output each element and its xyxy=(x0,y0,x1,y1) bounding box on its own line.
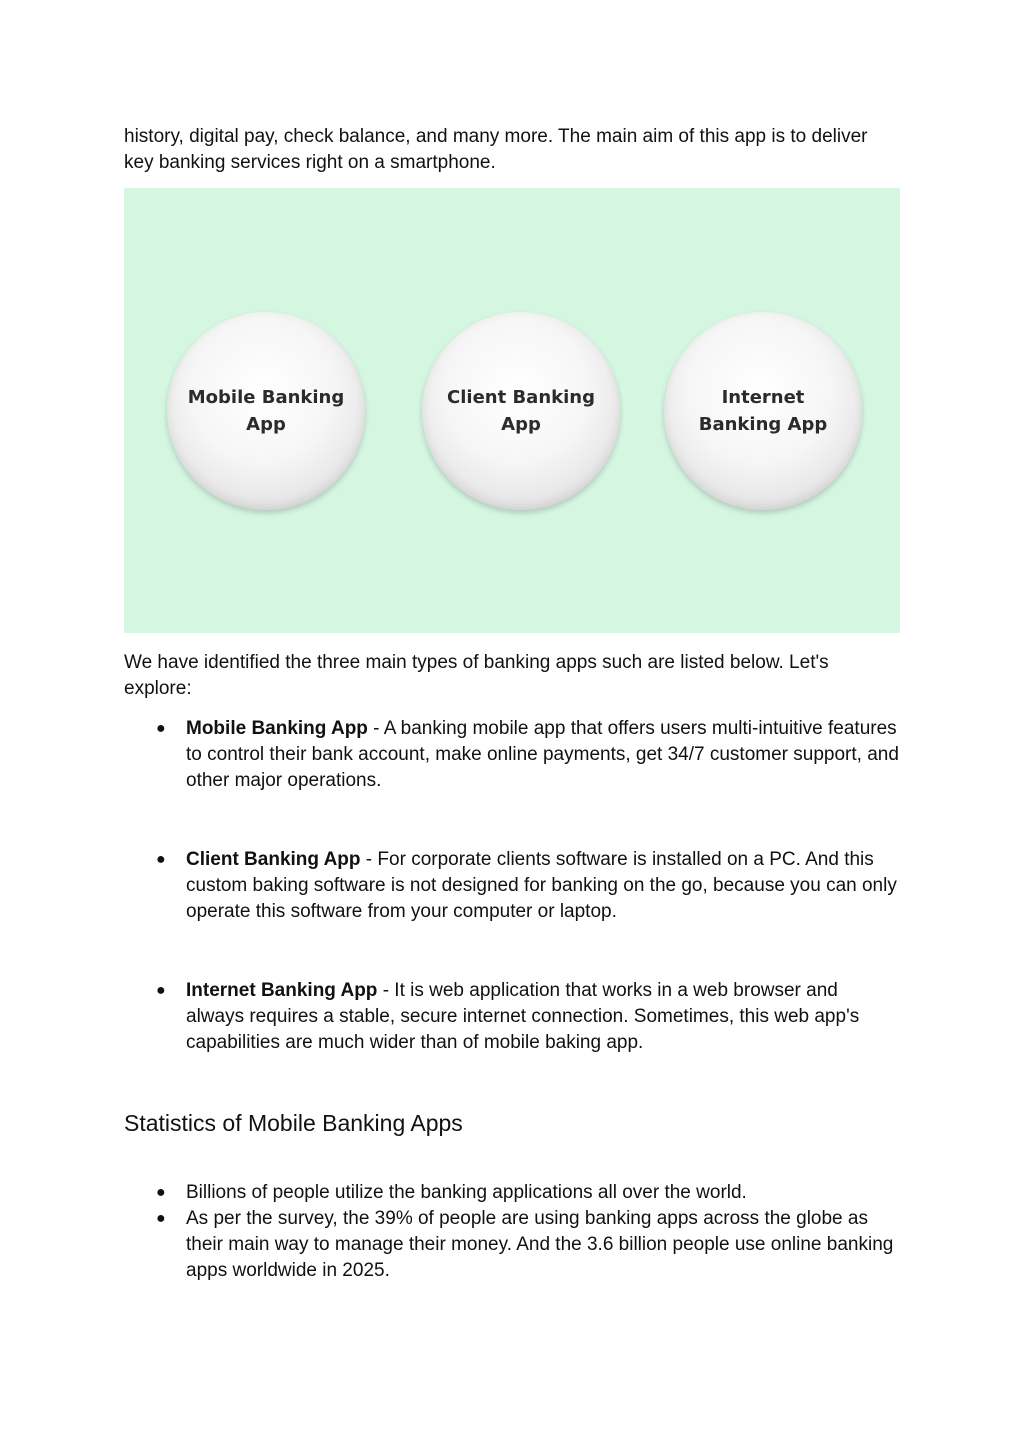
list-item-title: Internet Banking App xyxy=(186,980,378,1001)
internet-banking-bubble xyxy=(664,312,862,510)
list-item-desc: - For corporate clients software is installed on a PC. And this custom baking software is not designed for banking on the go, because you can only operate this software from your computer or laptop. xyxy=(186,849,897,922)
list-item-client-banking xyxy=(156,847,900,925)
banking-types-figure xyxy=(124,188,900,633)
list-item-title: Mobile Banking App xyxy=(186,718,368,739)
client-banking-bubble xyxy=(422,312,620,510)
bullet-icon: ● xyxy=(156,982,166,999)
statistics-item xyxy=(156,1180,900,1206)
list-item-mobile-banking xyxy=(156,716,900,794)
list-item-desc: - A banking mobile app that offers users multi-intuitive features to control their bank account, make online payments, get 34/7 customer support, and other major operations. xyxy=(186,718,899,791)
list-item-title: Client Banking App xyxy=(186,849,361,870)
bullet-icon: ● xyxy=(156,720,166,737)
mobile-banking-bubble xyxy=(167,312,365,510)
bubble-label: Mobile Banking App xyxy=(187,387,345,435)
lead-paragraph: We have identified the three main types of banking apps such are listed below. Let's explore: xyxy=(124,652,829,699)
bullet-icon: ● xyxy=(156,1210,166,1227)
list-item-internet-banking xyxy=(156,978,900,1056)
bubble-label: Internet Banking App xyxy=(698,387,828,435)
bullet-icon: ● xyxy=(156,851,166,868)
intro-paragraph: history, digital pay, check balance, and many more. The main aim of this app is to deliver key banking services right on a smartphone. xyxy=(124,126,868,173)
statistics-item xyxy=(156,1206,900,1284)
statistics-text: As per the survey, the 39% of people are using banking apps across the globe as their main way to manage their money. And the 3.6 billion people use online banking apps worldwide in 2025. xyxy=(186,1208,894,1281)
statistics-heading: Statistics of Mobile Banking Apps xyxy=(124,1110,463,1136)
list-item-desc: - It is web application that works in a web browser and always requires a stable, secure internet connection. Sometimes, this web app's capabilities are much wider than of mobile baking app. xyxy=(186,980,860,1053)
bullet-icon: ● xyxy=(156,1184,166,1201)
bubble-label: Client Banking App xyxy=(447,387,595,435)
statistics-text: Billions of people utilize the banking applications all over the world. xyxy=(186,1182,747,1203)
